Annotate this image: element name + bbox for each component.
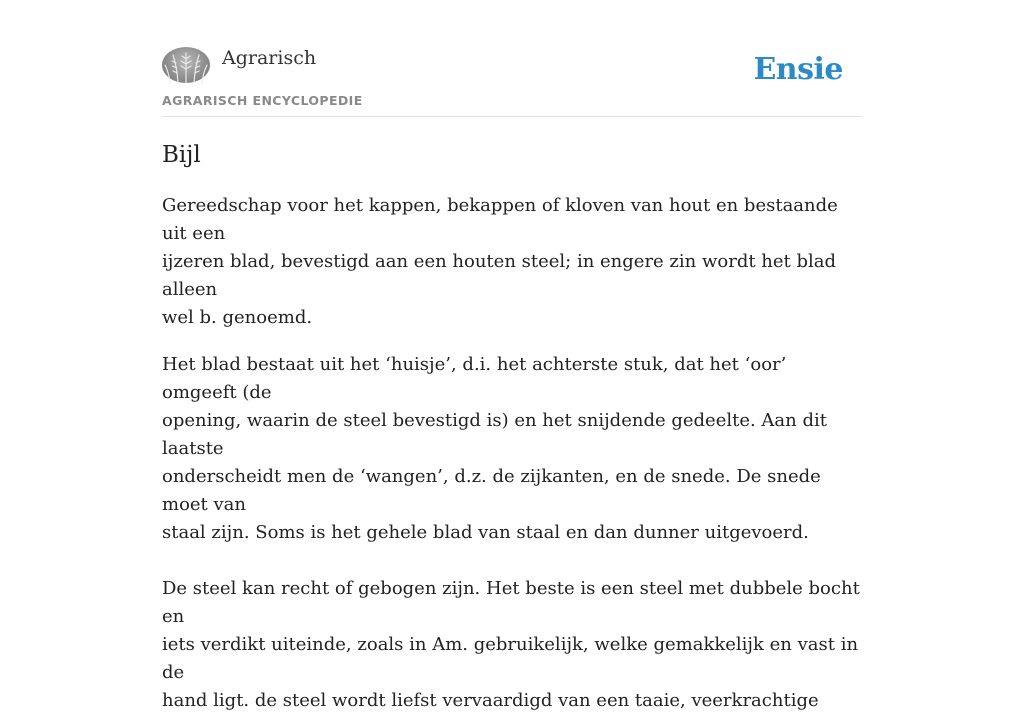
article-paragraph: Het blad bestaat uit het ‘huisje’, d.i. het achterste stuk, dat het ‘oor’ omgeeft (de opening, waarin de steel bevestigd is) en het snijdende gedeelte. Aan dit laatste onderscheidt men de ‘wangen’, d.z. de zijkanten, en de snede. De snede moet van staal zijn. Soms is het gehele blad van staal en dan dunner uitgevoerd. (162, 354, 827, 543)
article-body (162, 192, 864, 715)
site-subtitle[interactable]: AGRARISCH ENCYCLOPEDIE (162, 93, 363, 108)
article-paragraph: De steel kan recht of gebogen zijn. Het beste is een steel met dubbele bocht en iets verdikt uiteinde, zoals in Am. gebruikelijk, welke gemakkelijk en vast in de hand ligt. de steel wordt liefst vervaardigd van een taaie, veerkrachtige (162, 578, 860, 711)
site-header (162, 44, 862, 117)
brand-logo[interactable]: Ensie (753, 52, 843, 87)
wheat-ears-logo-icon[interactable] (162, 47, 210, 83)
article-title: Bijl (162, 142, 201, 168)
site-name[interactable]: Agrarisch (222, 47, 317, 69)
article-paragraph: Gereedschap voor het kappen, bekappen of kloven van hout en bestaande uit een ijzeren blad, bevestigd aan een houten steel; in engere zin wordt het blad alleen wel b. genoemd. (162, 195, 838, 328)
